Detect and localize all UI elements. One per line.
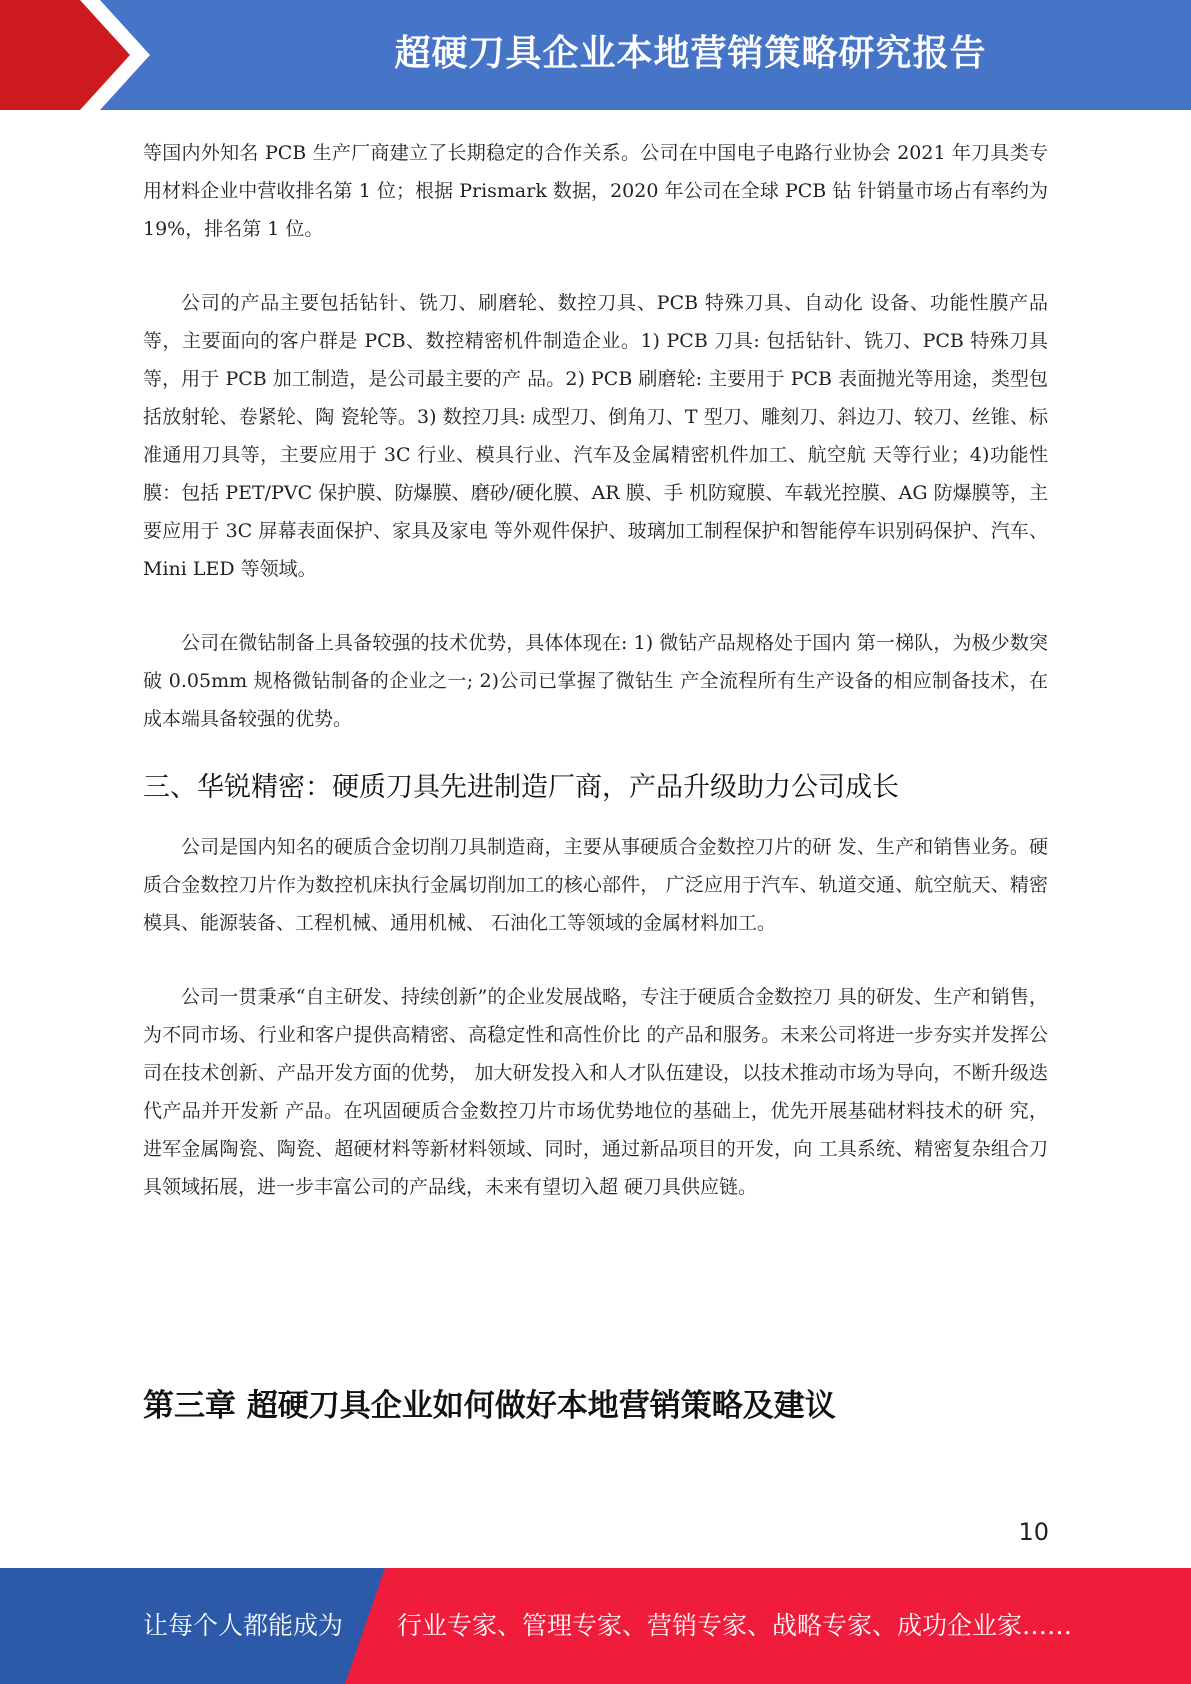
paragraph-intro-1: 等国内外知名 PCB 生产厂商建立了长期稳定的合作关系。公司在中国电子电路行业协会 2021 年刀具类专 用材料企业中营收排名第 1 位；根据 Prismark 数据，2020 年公司在全球 PCB 钻 针销量市场占有率约为 19%，排名第 1 位。 bbox=[143, 142, 1048, 240]
section-heading: 三、华锐精密：硬质刀具先进制造厂商，产品升级助力公司成长 bbox=[143, 772, 899, 803]
page-header bbox=[0, 0, 1191, 110]
paragraph-section-1: 公司是国内知名的硬质合金切削刀具制造商，主要从事硬质合金数控刀片的研 发、生产和销售业务。硬质合金数控刀片作为数控机床执行金属切削加工的核心部件， 广泛应用于汽车、轨道交通、航空航天、精密模具、能源装备、工程机械、通用机械、 石油化工等领域的金属材料加工。 bbox=[143, 836, 1048, 934]
page-footer bbox=[0, 1568, 1191, 1684]
footer-slogan-right: 行业专家、管理专家、营销专家、战略专家、成功企业家…… bbox=[397, 1611, 1073, 1640]
paragraph-intro-2: 公司的产品主要包括钻针、铣刀、刷磨轮、数控刀具、PCB 特殊刀具、自动化 设备、功能性膜产品等，主要面向的客户群是 PCB、数控精密机件制造企业。1) PCB 刀具: 包括钻针、铣刀、PCB 特殊刀具等，用于 PCB 加工制造，是公司最主要的产 品。2) PCB 刷磨轮: 主要用于 PCB 表面抛光等用途，类型包括放射轮、卷紧轮、陶 瓷轮等。3) 数控刀具: 成型刀、倒角刀、T 型刀、雕刻刀、斜边刀、较刀、丝锥、标 准通用刀具等，主要应用于 3C 行业、模具行业、汽车及金属精密机件加工、航空航 天等行业；4)功能性膜：包括 PET/PVC 保护膜、防爆膜、磨砂/硬化膜、AR 膜、手 机防窥膜、车载光控膜、AG 防爆膜等，主要应用于 3C 屏幕表面保护、家具及家电 等外观件保护、玻璃加工制程保护和智能停车识别码保护、汽车、Mini LED 等领域。 bbox=[143, 292, 1048, 580]
report-title: 超硬刀具企业本地营销策略研究报告 bbox=[394, 33, 987, 74]
page-number: 10 bbox=[1018, 1518, 1049, 1546]
paragraph-section-2: 公司一贯秉承“自主研发、持续创新”的企业发展战略，专注于硬质合金数控刀 具的研发、生产和销售，为不同市场、行业和客户提供高精密、高稳定性和高性价比 的产品和服务。未来公司将进一步夯实并发挥公司在技术创新、产品开发方面的优势， 加大研发投入和人才队伍建设，以技术推动市场为导向，不断升级迭代产品并开发新 产品。在巩固硬质合金数控刀片市场优势地位的基础上，优先开展基础材料技术的研 究，进军金属陶瓷、陶瓷、超硬材料等新材料领域、同时，通过新品项目的开发，向 工具系统、精密复杂组合刀具领域拓展，进一步丰富公司的产品线，未来有望切入超 硬刀具供应链。 bbox=[143, 986, 1048, 1198]
paragraph-intro-3: 公司在微钻制备上具备较强的技术优势，具体体现在: 1) 微钻产品规格处于国内 第一梯队，为极少数突破 0.05mm 规格微钻制备的企业之一; 2)公司已掌握了微钻生 产全流程所有生产设备的相应制备技术，在成本端具备较强的优势。 bbox=[143, 632, 1048, 730]
paragraph-gap bbox=[143, 942, 1048, 978]
main-content bbox=[143, 134, 1048, 1206]
paragraph-gap bbox=[143, 588, 1048, 624]
chapter-heading: 第三章 超硬刀具企业如何做好本地营销策略及建议 bbox=[143, 1388, 836, 1424]
footer-slogan-left: 让每个人都能成为 bbox=[143, 1611, 344, 1640]
paragraph-gap bbox=[143, 248, 1048, 284]
